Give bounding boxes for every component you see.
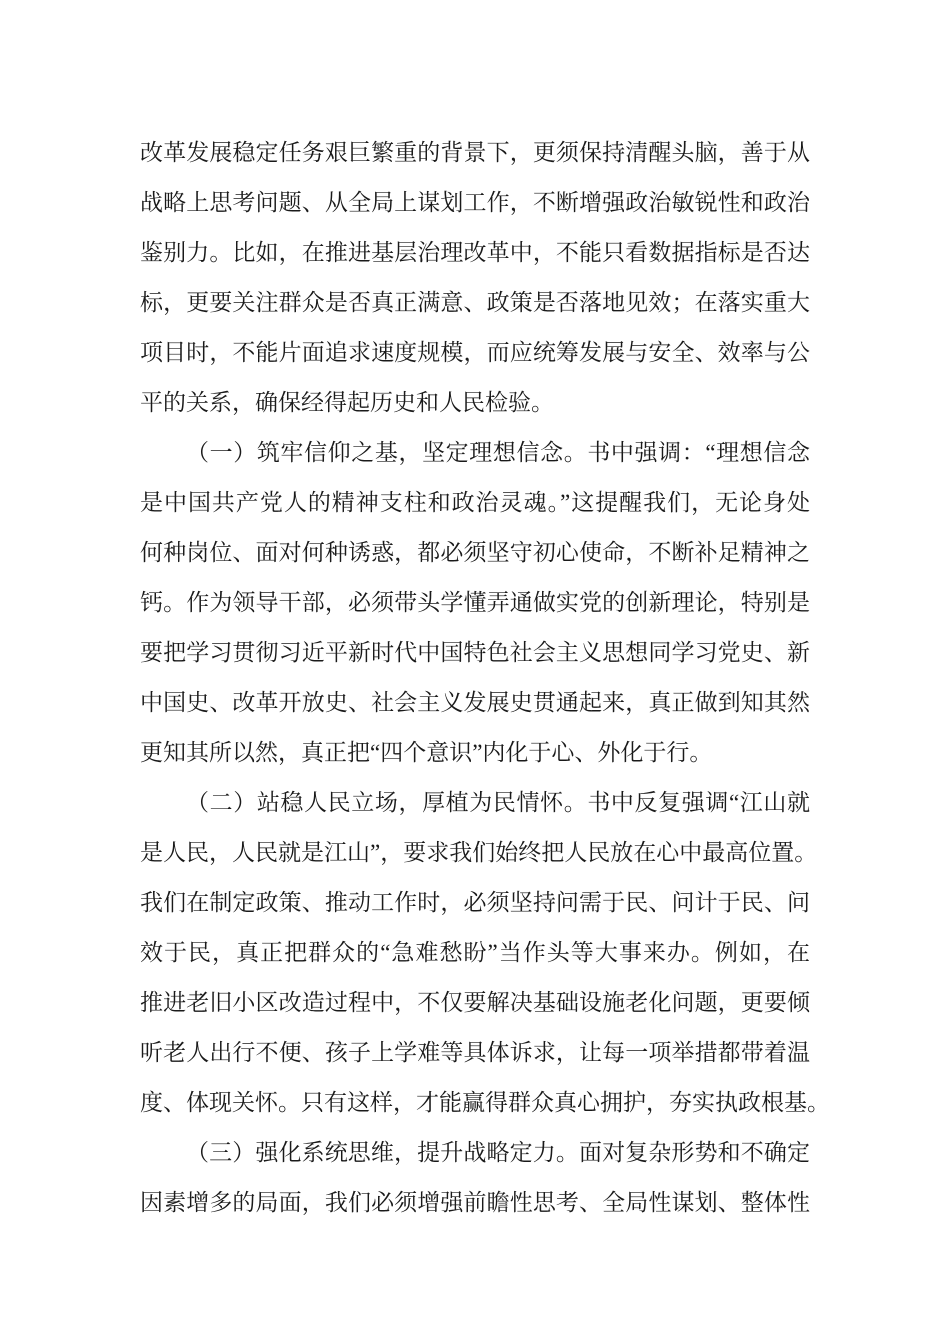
text-line: 效于民，真正把群众的“急难愁盼”当作头等大事来办。例如，在 [140, 940, 810, 965]
text-line: 项目时，不能片面追求速度规模，而应统筹发展与安全、效率与公 [140, 340, 810, 365]
text-line: （二）站稳人民立场，厚植为民情怀。书中反复强调“江山就 [186, 790, 810, 815]
text-line: （三）强化系统思维，提升战略定力。面对复杂形势和不确定 [186, 1140, 810, 1165]
text-line: 平的关系，确保经得起历史和人民检验。 [140, 390, 554, 415]
paragraph-2 [140, 428, 810, 778]
text-line: 标，更要关注群众是否真正满意、政策是否落地见效；在落实重大 [140, 290, 810, 315]
paragraph-3 [140, 778, 830, 1128]
text-line: 中国史、改革开放史、社会主义发展史贯通起来，真正做到知其然 [140, 690, 810, 715]
text-line: 因素增多的局面，我们必须增强前瞻性思考、全局性谋划、整体性 [140, 1190, 810, 1215]
text-line: 战略上思考问题、从全局上谋划工作，不断增强政治敏锐性和政治 [140, 190, 810, 215]
text-line: 更知其所以然，真正把“四个意识”内化于心、外化于行。 [140, 740, 713, 765]
text-line: 何种岗位、面对何种诱惑，都必须坚守初心使命，不断补足精神之 [140, 540, 810, 565]
text-line: 是中国共产党人的精神支柱和政治灵魂。”这提醒我们，无论身处 [140, 490, 810, 515]
text-line: 是人民，人民就是江山”，要求我们始终把人民放在心中最高位置。 [140, 840, 818, 865]
paragraph-1 [140, 128, 810, 428]
text-line: 听老人出行不便、孩子上学难等具体诉求，让每一项举措都带着温 [140, 1040, 810, 1065]
text-line: 鉴别力。比如，在推进基层治理改革中，不能只看数据指标是否达 [140, 240, 810, 265]
text-line: （一）筑牢信仰之基，坚定理想信念。书中强调：“理想信念 [186, 440, 810, 465]
text-line: 要把学习贯彻习近平新时代中国特色社会主义思想同学习党史、新 [140, 640, 810, 665]
text-line: 钙。作为领导干部，必须带头学懂弄通做实党的创新理论，特别是 [140, 590, 810, 615]
text-line: 我们在制定政策、推动工作时，必须坚持问需于民、问计于民、问 [140, 890, 810, 915]
paragraph-4 [140, 1128, 810, 1228]
text-line: 改革发展稳定任务艰巨繁重的背景下，更须保持清醒头脑，善于从 [140, 140, 810, 165]
text-line: 度、体现关怀。只有这样，才能赢得群众真心拥护，夯实执政根基。 [140, 1090, 830, 1115]
text-line: 推进老旧小区改造过程中，不仅要解决基础设施老化问题，更要倾 [140, 990, 810, 1015]
